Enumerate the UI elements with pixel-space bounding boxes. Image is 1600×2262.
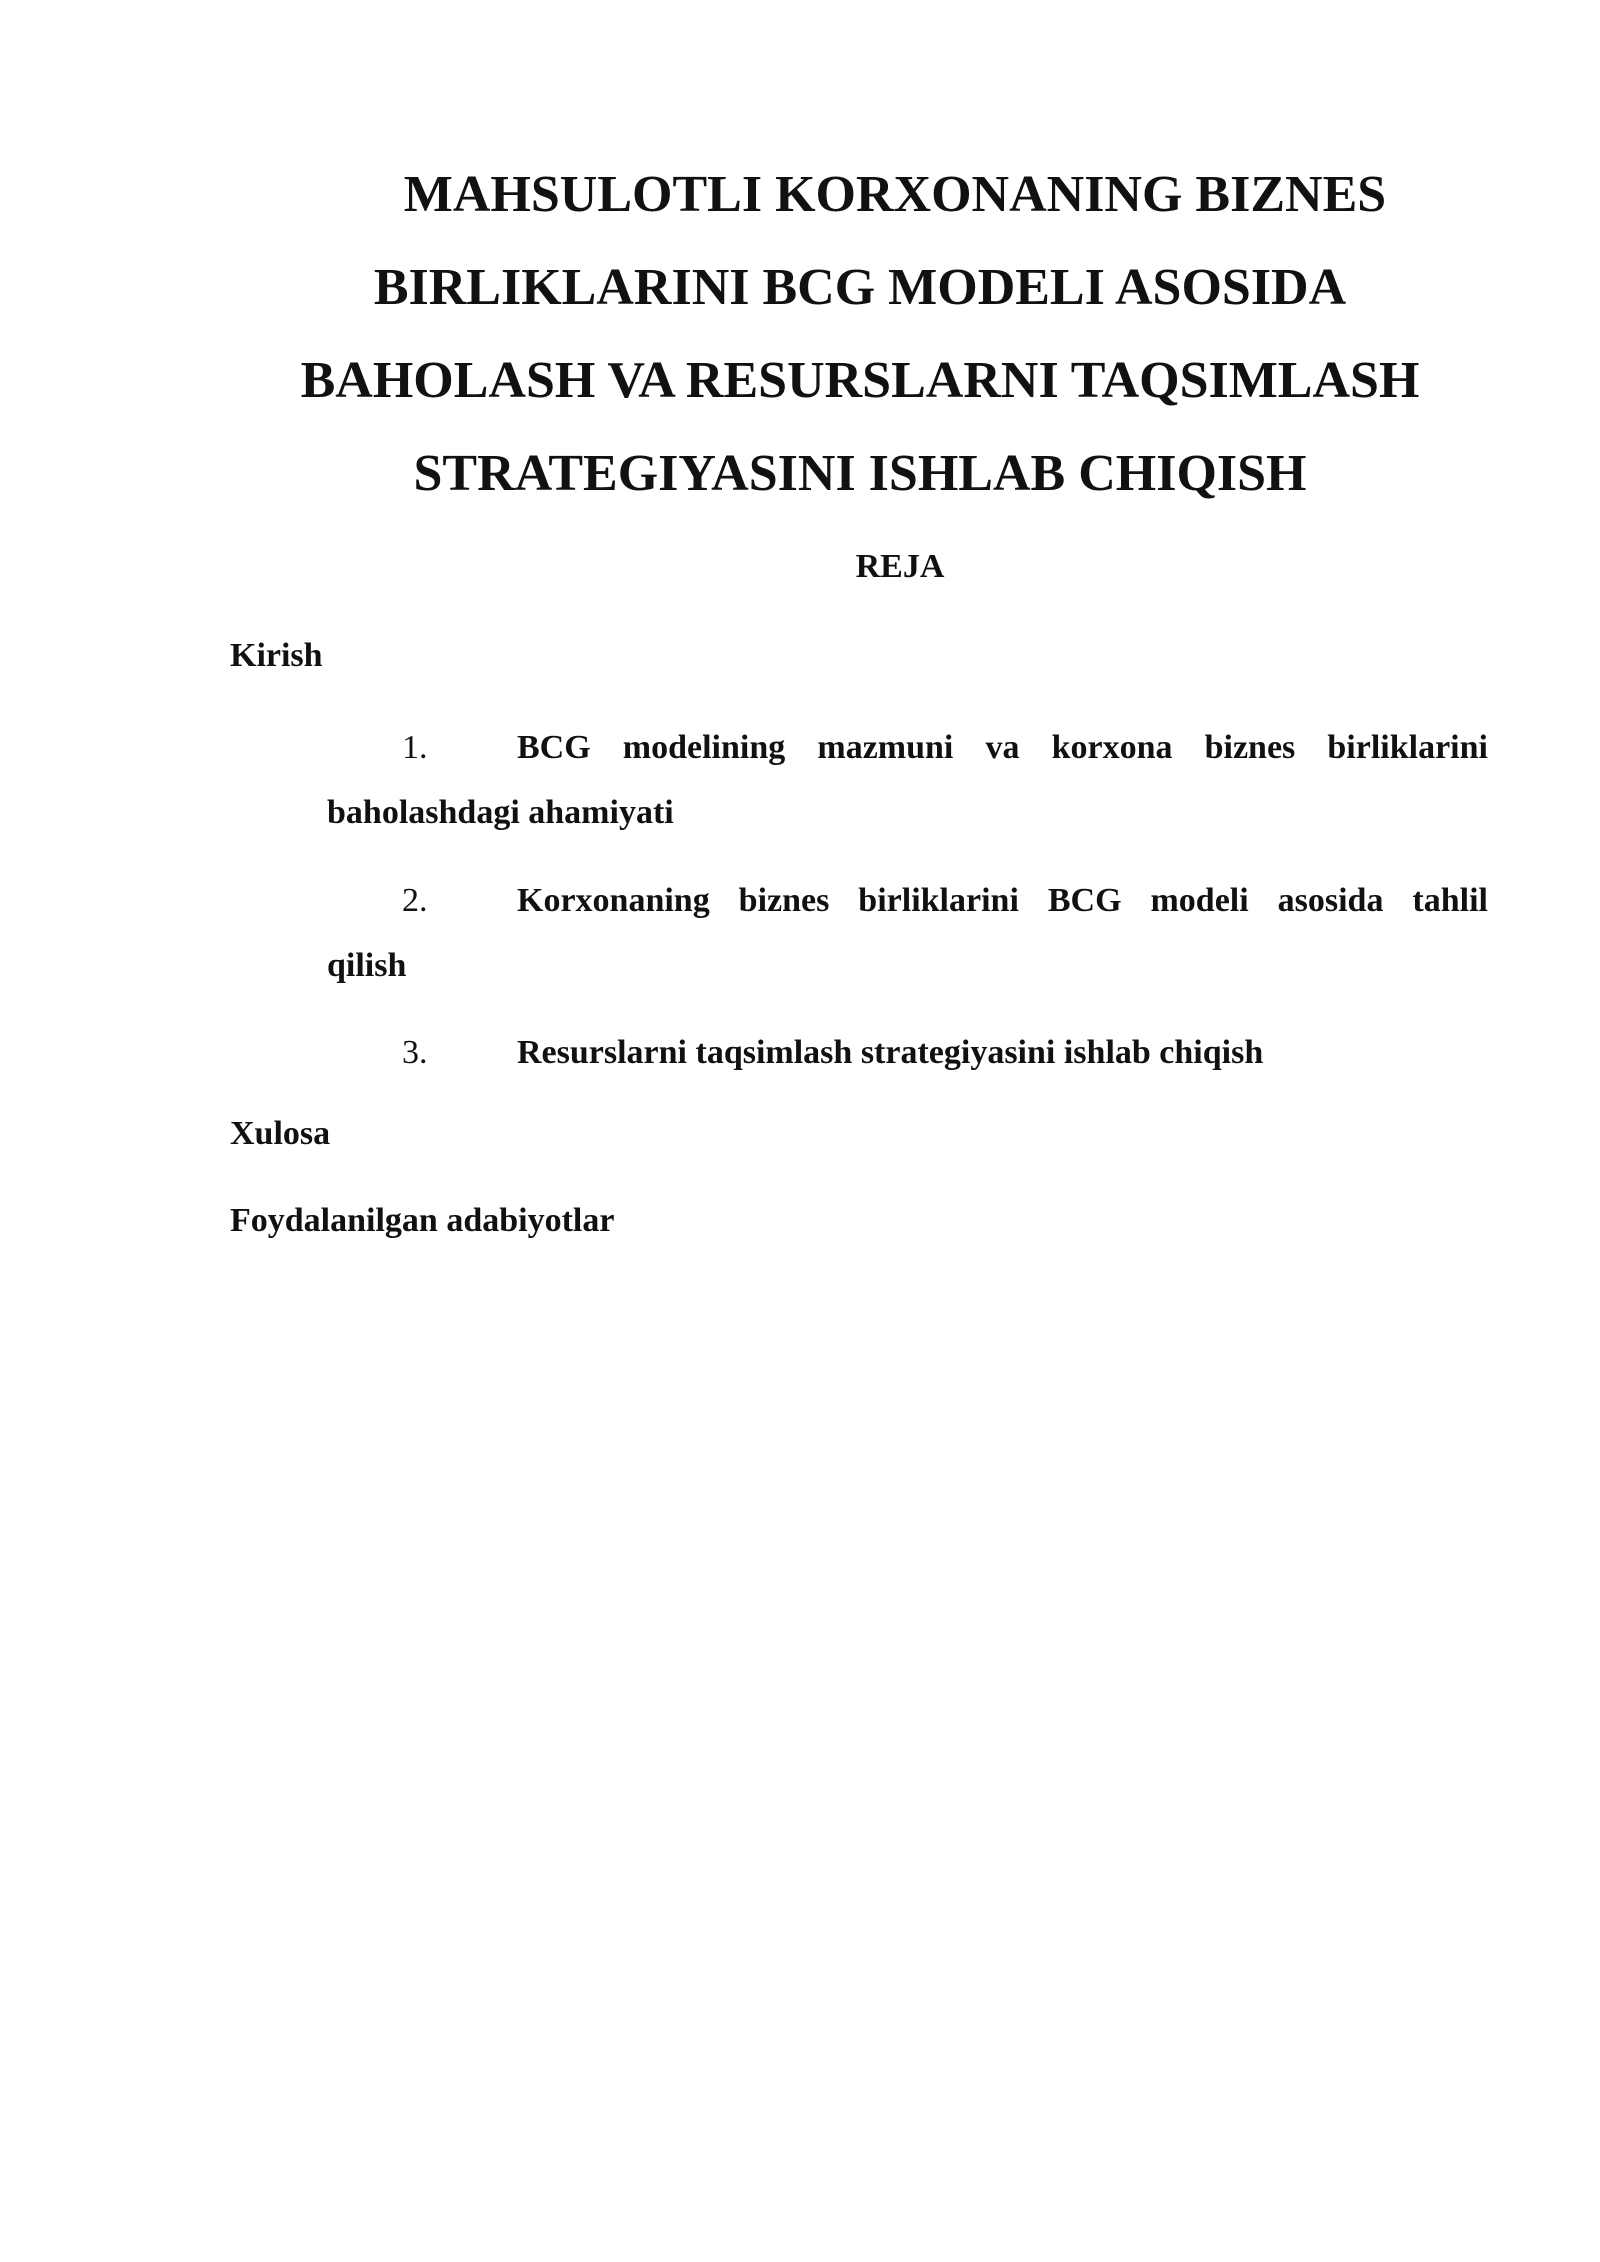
document-title bbox=[230, 148, 1490, 520]
title-line: BAHOLASH VA RESURSLARNI TAQSIMLASH bbox=[300, 352, 1420, 409]
plan-item bbox=[327, 1020, 1488, 1085]
title-line: BIRLIKLARINI BCG MODELI ASOSIDA bbox=[373, 259, 1347, 316]
plan-item bbox=[327, 868, 1488, 998]
plan-item-text-continued: baholashdagi ahamiyati bbox=[327, 794, 674, 831]
plan-item-number: 1. bbox=[402, 729, 428, 766]
plan-item-text-continued: qilish bbox=[327, 947, 407, 984]
plan-item-number: 2. bbox=[402, 882, 428, 919]
title-line: STRATEGIYASINI ISHLAB CHIQISH bbox=[413, 445, 1307, 502]
plan-item-text: Korxonaning biznes birliklarini BCG modeli asosida tahlil bbox=[517, 882, 1488, 919]
plan-item-number: 3. bbox=[402, 1034, 428, 1071]
intro-heading: Kirish bbox=[230, 637, 323, 674]
plan-heading: REJA bbox=[855, 548, 945, 585]
plan-item-text: BCG modelining mazmuni va korxona biznes birliklarini bbox=[517, 729, 1488, 766]
title-line: MAHSULOTLI KORXONANING BIZNES bbox=[403, 166, 1387, 223]
references-heading: Foydalanilgan adabiyotlar bbox=[230, 1202, 615, 1239]
conclusion-heading: Xulosa bbox=[230, 1115, 331, 1152]
plan-item bbox=[327, 715, 1488, 845]
plan-item-text: Resurslarni taqsimlash strategiyasini ishlab chiqish bbox=[517, 1034, 1264, 1071]
